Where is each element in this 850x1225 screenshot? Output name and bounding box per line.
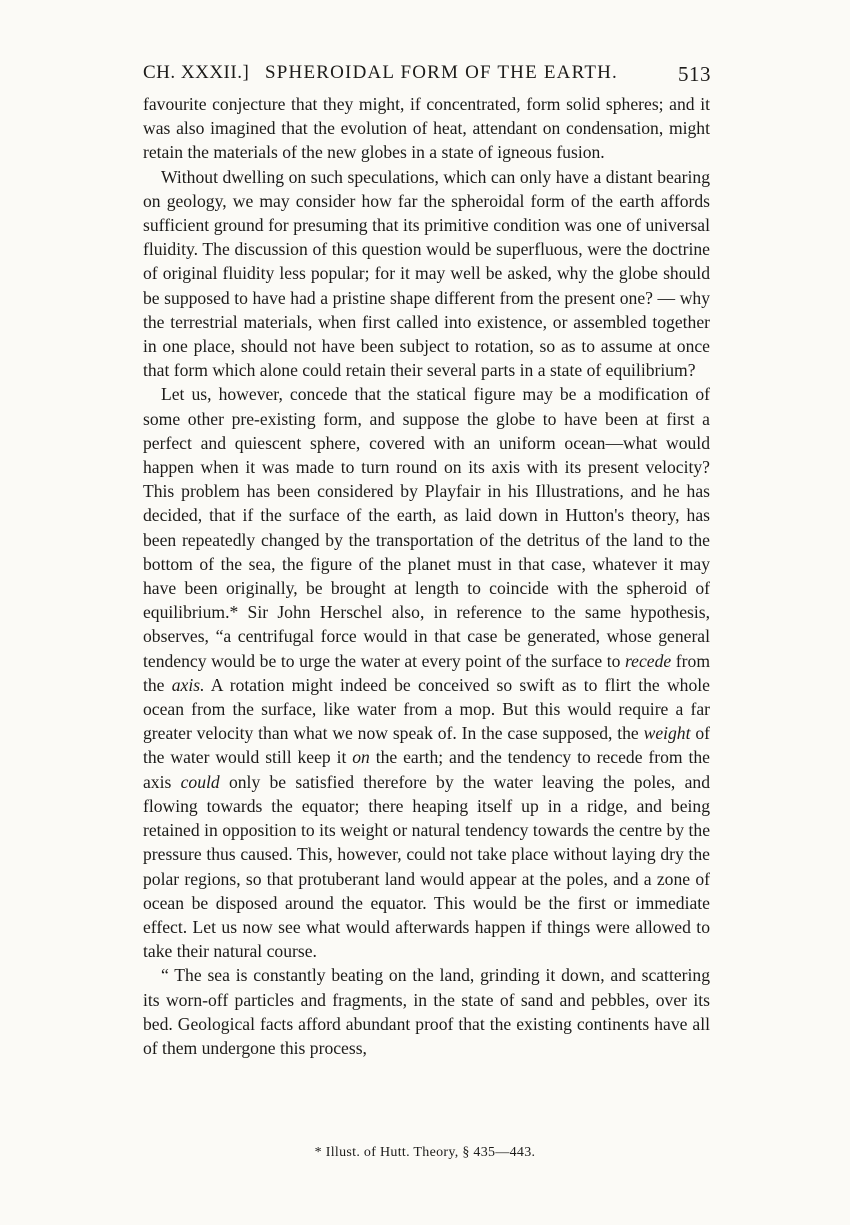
paragraph-quotation: [143, 963, 710, 1060]
text-run: of the water would still keep it: [143, 723, 710, 768]
text-run: from the: [143, 650, 710, 695]
italic-text: weight: [643, 723, 691, 744]
chapter-reference: CH. XXXII.]: [143, 62, 250, 83]
text-run: only be satisfied therefore by the water leaving the poles, and flowing towards the equator; there heaping itself up in a ridge, and being retained in opposition to its weight or natural tendency towards the centre by the pressure thus caused. This, however, could not take place without laying dry the polar regions, so that protuberant land would appear at the poles, and a zone of ocean be disposed around the equator. This would be the first or immediate effect. Let us now see what would afterwards happen if things were allowed to take their natural course.: [143, 771, 710, 962]
italic-text: on: [352, 747, 370, 768]
text-run: A rotation might indeed be conceived so swift as to flirt the whole ocean from the surface, like water from a mop. But this would require a far greater velocity than what we now speak of. In the case supposed, the: [143, 674, 710, 744]
paragraph-continuation: [143, 92, 710, 165]
body-text: [143, 92, 710, 1060]
text-run: the earth; and the tendency to recede from the axis: [143, 747, 710, 792]
paragraph-fluidity: [143, 165, 710, 383]
running-title: SPHEROIDAL FORM OF THE EARTH.: [265, 62, 618, 83]
text-run: Let us, however, concede that the statical figure may be a modification of some other pre-existing form, and suppose the globe to have been at first a perfect and quiescent sphere, covered with an uniform ocean—what would happen when it was made to turn round on its axis with its present velocity? This problem has been considered by Playfair in his Illustrations, and he has decided, that if the surface of the earth, as laid down in Hutton's theory, has been repeatedly changed by the transportation of the detritus of the land to the bottom of the sea, the figure of the planet must in that case, whatever it may have been originally, be brought at length to coincide with the spheroid of equilibrium.* Sir John Herschel also, in reference to the same hypothesis, observes, “a centrifugal force would in that case be generated, whose general tendency would be to urge the water at every point of the surface to: [143, 384, 710, 671]
italic-text: recede: [624, 650, 672, 671]
text-run: favourite conjecture that they might, if concentrated, form solid spheres; and it was also imagined that the evolution of heat, attendant on condensation, might retain the materials of the new globes in a state of igneous fusion.: [143, 94, 710, 163]
italic-text: axis.: [171, 674, 205, 695]
text-run: “ The sea is constantly beating on the land, grinding it down, and scattering its worn-off particles and fragments, in the state of sand and pebbles, over its bed. Geological facts afford abundant proof that the existing continents have all of them undergone this process,: [143, 965, 710, 1058]
italic-text: could: [180, 771, 220, 792]
footnote: * Illust. of Hutt. Theory, § 435—443.: [314, 1145, 536, 1160]
text-run: Without dwelling on such speculations, which can only have a distant bearing on geology, we may consider how far the spheroidal form of the earth affords sufficient ground for presuming that its primitive condition was one of universal fluidity. The discussion of this question would be superfluous, were the doctrine of original fluidity less popular; for it may well be asked, why the globe should be supposed to have had a pristine shape different from the present one? — why the terrestrial materials, when first called into existence, or assembled together in one place, should not have been subject to rotation, so as to assume at once that form which alone could retain their several parts in a state of equilibrium?: [143, 166, 710, 381]
page-number: 513: [678, 62, 711, 86]
running-header: [143, 62, 711, 92]
paragraph-rotation: [143, 382, 710, 963]
